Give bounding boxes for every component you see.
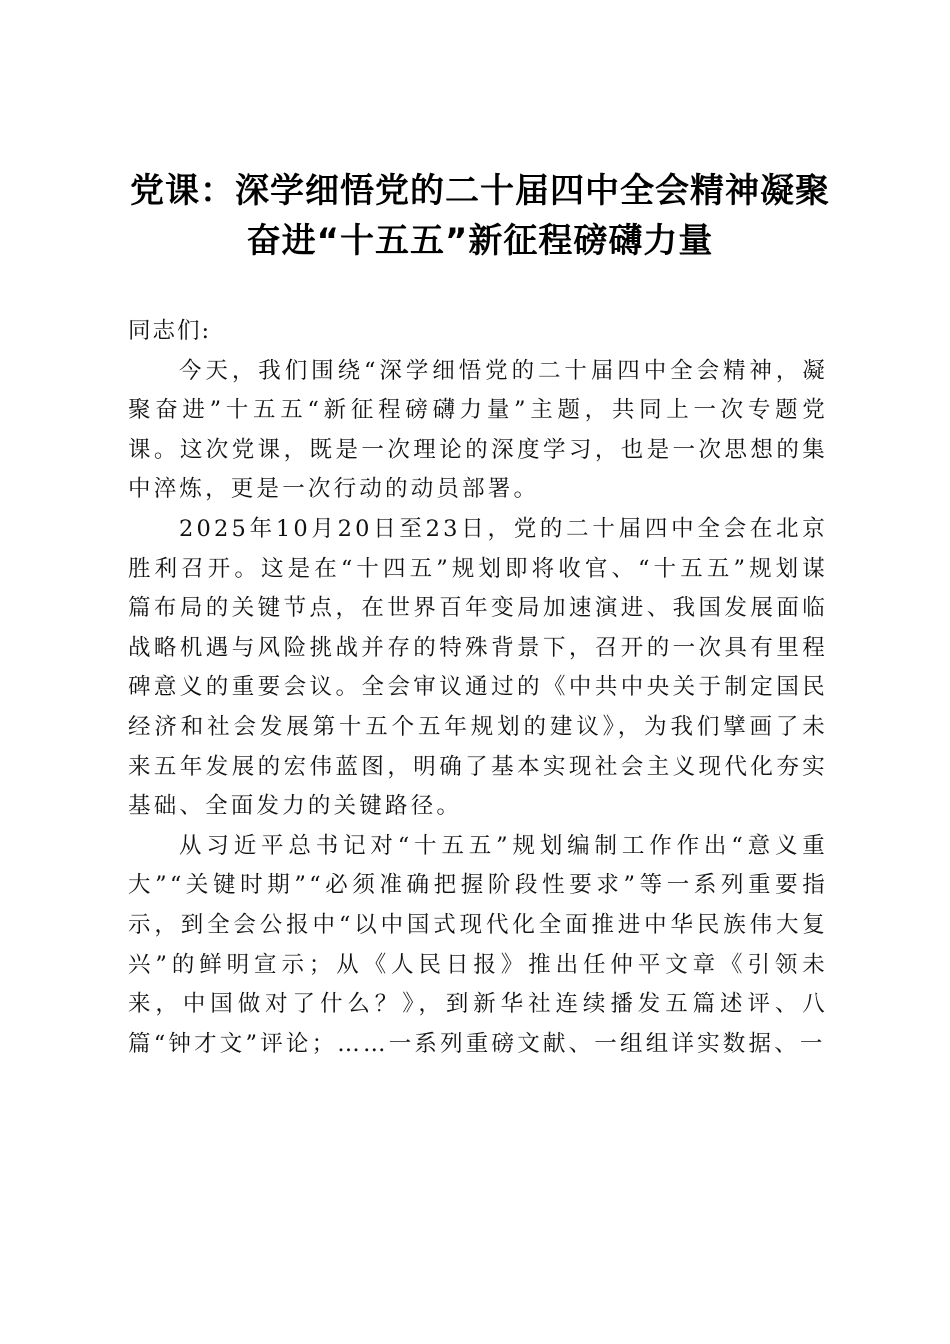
paragraph-3: 从习近平总书记对“十五五”规划编制工作作出“意义重大”“关键时期”“必须准确把握阶段性要求”等一系列重要指示，到全会公报中“以中国式现代化全面推进中华民族伟大复兴”的鲜明宣示；从《人民日报》推出任仲平文章《引领未来，中国做对了什么？》，到新华社连续播发五篇述评、八篇“钟才文”评论；……一系列重磅文献、一组组详实数据、一	[128, 832, 828, 1057]
paragraph-2: 2025年10月20日至23日，党的二十届四中全会在北京胜利召开。这是在“十四五”规划即将收官、“十五五”规划谋篇布局的关键节点，在世界百年变局加速演进、我国发展面临战略机遇与风险挑战并存的特殊背景下，召开的一次具有里程碑意义的重要会议。全会审议通过的《中共中央关于制定国民经济和社会发展第十五个五年规划的建议》，为我们擘画了未来五年发展的宏伟蓝图，明确了基本实现社会主义现代化夯实基础、全面发力的关键路径。	[128, 515, 828, 820]
title-line-2: 奋进“十五五”新征程磅礴力量	[246, 221, 714, 261]
salutation: 同志们:	[128, 318, 212, 344]
paragraph-1: 今天，我们围绕“深学细悟党的二十届四中全会精神，凝聚奋进”十五五“新征程磅礴力量”主题，共同上一次专题党课。这次党课，既是一次理论的深度学习，也是一次思想的集中淬炼，更是一次行动的动员部署。	[128, 357, 828, 503]
document-title	[125, 166, 835, 266]
title-line-1: 党课：深学细悟党的二十届四中全会精神凝聚	[130, 171, 830, 211]
document-body	[128, 312, 828, 1064]
